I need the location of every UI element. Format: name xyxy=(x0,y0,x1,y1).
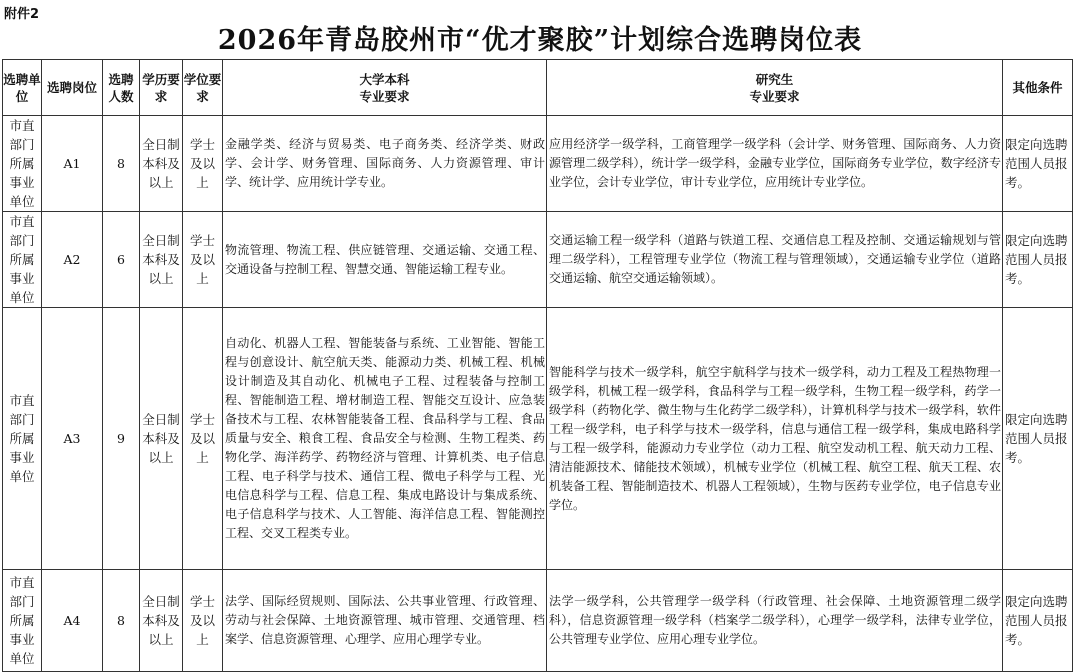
cell-post: A4 xyxy=(42,570,103,672)
header-post: 选聘岗位 xyxy=(42,60,103,116)
cell-bachelor: 法学、国际经贸规则、国际法、公共事业管理、行政管理、劳动与社会保障、土地资源管理、城市管理、交通管理、档案学、信息资源管理、心理学、应用心理学专业。 xyxy=(223,570,547,672)
cell-education: 全日制本科及以上 xyxy=(140,308,183,570)
cell-other: 限定向选聘范围人员报考。 xyxy=(1003,212,1073,308)
cell-graduate: 智能科学与技术一级学科，航空宇航科学与技术一级学科，动力工程及工程热物理一级学科，机械工程一级学科，食品科学与工程一级学科，生物工程一级学科，药学一级学科（药物化学、微生物与生化药学二级学科），计算机科学与技术一级学科，软件工程一级学科，电子科学与技术一级学科，信息与通信工程一级学科，集成电路科学与工程一级学科，能源动力专业学位（动力工程、航空发动机工程、航天动力工程、清洁能源技术、储能技术领域），机械专业学位（机械工程、航空工程、航天工程、农机装备工程、智能制造技术、机器人工程领域），生物与医药专业学位，电子信息专业学位。 xyxy=(547,308,1003,570)
cell-other: 限定向选聘范围人员报考。 xyxy=(1003,570,1073,672)
cell-degree: 学士及以上 xyxy=(183,212,223,308)
cell-post: A3 xyxy=(42,308,103,570)
page-title: 2026年青岛胶州市“优才聚胶”计划综合选聘岗位表 xyxy=(217,25,863,56)
cell-bachelor: 自动化、机器人工程、智能装备与系统、工业智能、智能工程与创意设计、航空航天类、能源动力类、机械工程、机械设计制造及其自动化、机械电子工程、过程装备与控制工程、智能制造工程、增材制造工程、智能交互设计、应急装备技术与工程、农林智能装备工程、食品科学与工程、食品质量与安全、粮食工程、食品安全与检测、生物工程类、药物化学、海洋药学、药物经济与管理、计算机类、电子信息工程、电子科学与技术、通信工程、微电子科学与工程、光电信息科学与工程、信息工程、集成电路设计与集成系统、电子信息科学与技术、人工智能、海洋信息工程、智能测控工程、交叉工程类专业。 xyxy=(223,308,547,570)
cell-count: 9 xyxy=(103,308,140,570)
cell-degree: 学士及以上 xyxy=(183,570,223,672)
header-degree: 学位要求 xyxy=(183,60,223,116)
header-graduate-line2: 专业要求 xyxy=(749,88,800,104)
header-other: 其他条件 xyxy=(1003,60,1073,116)
recruitment-table xyxy=(2,59,1073,672)
table-row xyxy=(3,212,1073,308)
cell-count: 6 xyxy=(103,212,140,308)
cell-education: 全日制本科及以上 xyxy=(140,116,183,212)
cell-degree: 学士及以上 xyxy=(183,116,223,212)
cell-other: 限定向选聘范围人员报考。 xyxy=(1003,116,1073,212)
cell-education: 全日制本科及以上 xyxy=(140,212,183,308)
cell-graduate: 法学一级学科，公共管理学一级学科（行政管理、社会保障、土地资源管理二级学科），信息资源管理一级学科（档案学二级学科），心理学一级学科，法律专业学位，公共管理专业学位、应用心理专业学位。 xyxy=(547,570,1003,672)
header-bachelor-line2: 专业要求 xyxy=(359,88,410,104)
header-bachelor-line1: 大学本科 xyxy=(359,71,410,87)
cell-degree: 学士及以上 xyxy=(183,308,223,570)
table-row xyxy=(3,570,1073,672)
attachment-label: 附件2 xyxy=(4,7,40,22)
cell-graduate: 应用经济学一级学科，工商管理学一级学科（会计学、财务管理、国际商务、人力资源管理二级学科），统计学一级学科，金融专业学位，国际商务专业学位，数字经济专业学位，会计专业学位，审计专业学位，应用统计专业学位。 xyxy=(547,116,1003,212)
cell-count: 8 xyxy=(103,570,140,672)
header-unit: 选聘单位 xyxy=(3,60,42,116)
cell-bachelor: 物流管理、物流工程、供应链管理、交通运输、交通工程、交通设备与控制工程、智慧交通、智能运输工程专业。 xyxy=(223,212,547,308)
cell-graduate: 交通运输工程一级学科（道路与铁道工程、交通信息工程及控制、交通运输规划与管理二级学科），工程管理专业学位（物流工程与管理领域），交通运输专业学位（道路交通运输、航空交通运输领域）。 xyxy=(547,212,1003,308)
cell-count: 8 xyxy=(103,116,140,212)
cell-unit: 市直部门所属事业单位 xyxy=(3,570,42,672)
cell-other: 限定向选聘范围人员报考。 xyxy=(1003,308,1073,570)
table-row xyxy=(3,116,1073,212)
table-header-row xyxy=(3,60,1073,116)
cell-post: A1 xyxy=(42,116,103,212)
header-count: 选聘人数 xyxy=(103,60,140,116)
cell-bachelor: 金融学类、经济与贸易类、电子商务类、经济学类、财政学、会计学、财务管理、国际商务、人力资源管理、审计学、统计学、应用统计学专业。 xyxy=(223,116,547,212)
cell-unit: 市直部门所属事业单位 xyxy=(3,212,42,308)
cell-post: A2 xyxy=(42,212,103,308)
header-graduate-line1: 研究生 xyxy=(755,71,794,87)
cell-unit: 市直部门所属事业单位 xyxy=(3,116,42,212)
header-bachelor xyxy=(223,60,547,116)
table-row xyxy=(3,308,1073,570)
header-graduate xyxy=(547,60,1003,116)
cell-unit: 市直部门所属事业单位 xyxy=(3,308,42,570)
header-education: 学历要求 xyxy=(140,60,183,116)
cell-education: 全日制本科及以上 xyxy=(140,570,183,672)
